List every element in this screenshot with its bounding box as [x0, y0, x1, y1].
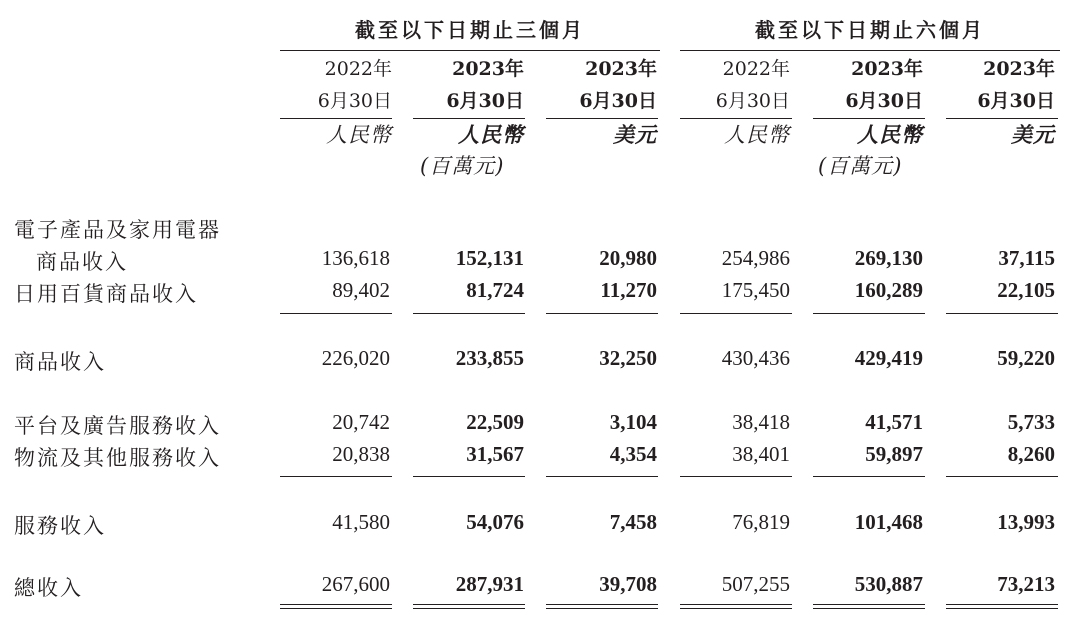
col-currency: 人民幣 [326, 123, 392, 147]
col-year: 2022年 [324, 58, 392, 80]
table-cell: 136,618 [321, 246, 390, 270]
table-cell: 267,600 [321, 572, 390, 596]
table-cell: 13,993 [997, 510, 1055, 534]
table-cell: 160,289 [854, 278, 923, 302]
col-currency: 人民幣 [458, 122, 524, 147]
table-cell: 233,855 [455, 346, 524, 370]
table-cell: 3,104 [609, 410, 657, 434]
subtotal-rule [680, 313, 792, 314]
table-cell: 430,436 [721, 346, 790, 370]
subtotal-rule [546, 476, 658, 477]
row-label: 日用百貨商品收入 [14, 282, 198, 306]
table-cell: 507,255 [721, 572, 790, 596]
row-label: 服務收入 [14, 514, 106, 538]
group-header-six-months: 截至以下日期止六個月 [755, 18, 985, 42]
group-header-underline [280, 50, 660, 51]
unit-note: (百萬元) [818, 154, 903, 178]
table-cell: 5,733 [1007, 410, 1055, 434]
table-cell: 76,819 [732, 510, 790, 534]
col-year: 2023年 [851, 58, 923, 80]
col-date: 6月30日 [977, 90, 1055, 112]
table-cell: 429,419 [854, 346, 923, 370]
col-date: 6月30日 [845, 90, 923, 112]
table-cell: 81,724 [466, 278, 524, 302]
table-cell: 4,354 [609, 442, 657, 466]
table-cell: 32,250 [599, 346, 657, 370]
subtotal-rule [413, 313, 525, 314]
table-cell: 38,401 [732, 442, 790, 466]
col-currency: 美元 [1011, 122, 1055, 147]
subtotal-rule [813, 313, 925, 314]
subtotal-rule [546, 313, 658, 314]
col-year: 2023年 [452, 58, 524, 80]
group-header-underline [680, 50, 1060, 51]
col-date: 6月30日 [579, 90, 657, 112]
unit-note: (百萬元) [420, 154, 505, 178]
table-cell: 287,931 [455, 572, 524, 596]
col-year: 2022年 [722, 58, 790, 80]
total-double-rule [280, 604, 392, 609]
table-cell: 269,130 [854, 246, 923, 270]
row-label: 物流及其他服務收入 [14, 446, 221, 470]
table-cell: 89,402 [332, 278, 390, 302]
col-year: 2023年 [585, 58, 657, 80]
table-cell: 152,131 [455, 246, 524, 270]
table-cell: 8,260 [1007, 442, 1055, 466]
row-label: 商品收入 [14, 350, 106, 374]
col-currency: 人民幣 [857, 122, 923, 147]
total-double-rule [546, 604, 658, 609]
subtotal-rule [413, 476, 525, 477]
table-cell: 20,980 [599, 246, 657, 270]
subtotal-rule [680, 476, 792, 477]
subtotal-rule [813, 476, 925, 477]
col-date: 6月30日 [715, 90, 790, 112]
col-year: 2023年 [983, 58, 1055, 80]
table-cell: 7,458 [609, 510, 657, 534]
total-double-rule [946, 604, 1058, 609]
table-cell: 41,571 [865, 410, 923, 434]
table-cell: 175,450 [721, 278, 790, 302]
row-label: 電子產品及家用電器 [14, 218, 221, 242]
table-cell: 20,742 [332, 410, 390, 434]
subtotal-rule [946, 313, 1058, 314]
table-cell: 41,580 [332, 510, 390, 534]
table-cell: 39,708 [599, 572, 657, 596]
col-currency: 人民幣 [724, 123, 790, 147]
table-cell: 59,897 [865, 442, 923, 466]
table-cell: 254,986 [721, 246, 790, 270]
total-double-rule [680, 604, 792, 609]
col-date: 6月30日 [446, 90, 524, 112]
table-cell: 530,887 [854, 572, 923, 596]
table-cell: 59,220 [997, 346, 1055, 370]
row-label: 總收入 [14, 576, 83, 600]
subtotal-rule [946, 476, 1058, 477]
row-label: 商品收入 [36, 250, 128, 274]
total-double-rule [413, 604, 525, 609]
table-cell: 101,468 [854, 510, 923, 534]
col-currency: 美元 [613, 122, 657, 147]
table-cell: 226,020 [321, 346, 390, 370]
col-date: 6月30日 [317, 90, 392, 112]
table-cell: 31,567 [466, 442, 524, 466]
table-cell: 54,076 [466, 510, 524, 534]
row-label: 平台及廣告服務收入 [14, 414, 221, 438]
table-cell: 37,115 [998, 246, 1055, 270]
subtotal-rule [280, 313, 392, 314]
subtotal-rule [280, 476, 392, 477]
table-cell: 11,270 [600, 278, 657, 302]
table-cell: 20,838 [332, 442, 390, 466]
table-cell: 38,418 [732, 410, 790, 434]
table-cell: 22,105 [997, 278, 1055, 302]
table-cell: 22,509 [466, 410, 524, 434]
group-header-three-months: 截至以下日期止三個月 [355, 18, 585, 42]
total-double-rule [813, 604, 925, 609]
table-cell: 73,213 [997, 572, 1055, 596]
